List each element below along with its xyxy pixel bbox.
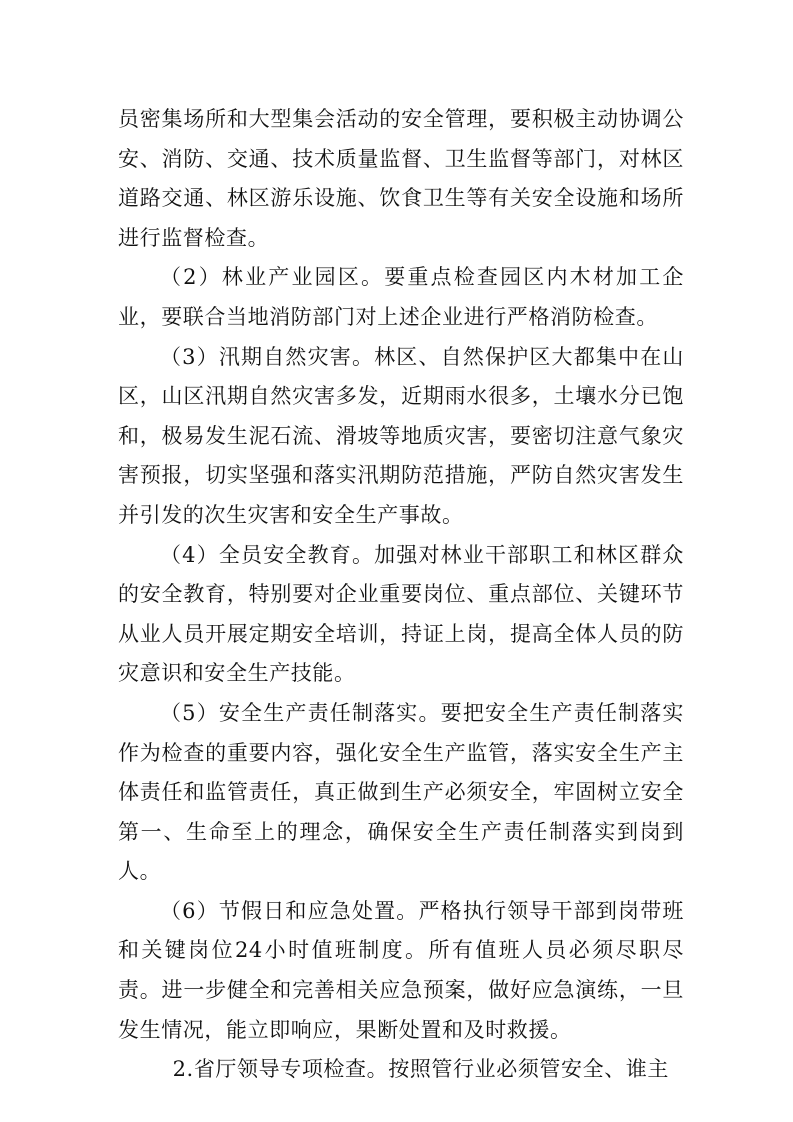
paragraph-forestry-industrial-park: （2）林业产业园区。要重点检查园区内木材加工企业，要联合当地消防部门对上述企业进行严格消防检查。 [118, 265, 684, 329]
paragraph-flood-season-disasters: （3）汛期自然灾害。林区、自然保护区大都集中在山区，山区汛期自然灾害多发，近期雨水很多，土壤水分已饱和，极易发生泥石流、滑坡等地质灾害，要密切注意气象灾害预报，切实坚强和落实汛期防范措施，严防自然灾害发生并引发的次生灾害和安全生产事故。 [118, 344, 684, 527]
paragraph-holiday-emergency: （6）节假日和应急处置。严格执行领导干部到岗带班和关键岗位24小时值班制度。所有值班人员必须尽职尽责。进一步健全和完善相关应急预案，做好应急演练，一旦发生情况，能立即响应，果断处置和及时救援。 [118, 898, 684, 1042]
paragraph-safety-management-continued: 员密集场所和大型集会活动的安全管理，要积极主动协调公安、消防、交通、技术质量监督、卫生监督等部门，对林区道路交通、林区游乐设施、饮食卫生等有关安全设施和场所进行监督检查。 [118, 107, 684, 250]
paragraph-provincial-inspection: 2.省厅领导专项检查。按照管行业必须管安全、谁主 [172, 1057, 670, 1082]
paragraph-staff-safety-education: （4）全员安全教育。加强对林业干部职工和林区群众的安全教育，特别要对企业重要岗位、重点部位、关键环节从业人员开展定期安全培训，持证上岗，提高全体人员的防灾意识和安全生产技能。 [118, 542, 684, 686]
document-body [118, 100, 684, 1090]
paragraph-safety-responsibility: （5）安全生产责任制落实。要把安全生产责任制落实作为检查的重要内容，强化安全生产监管，落实安全生产主体责任和监管责任，真正做到生产必须安全，牢固树立安全第一、生命至上的理念，确保安全生产责任制落实到岗到人。 [118, 700, 684, 884]
